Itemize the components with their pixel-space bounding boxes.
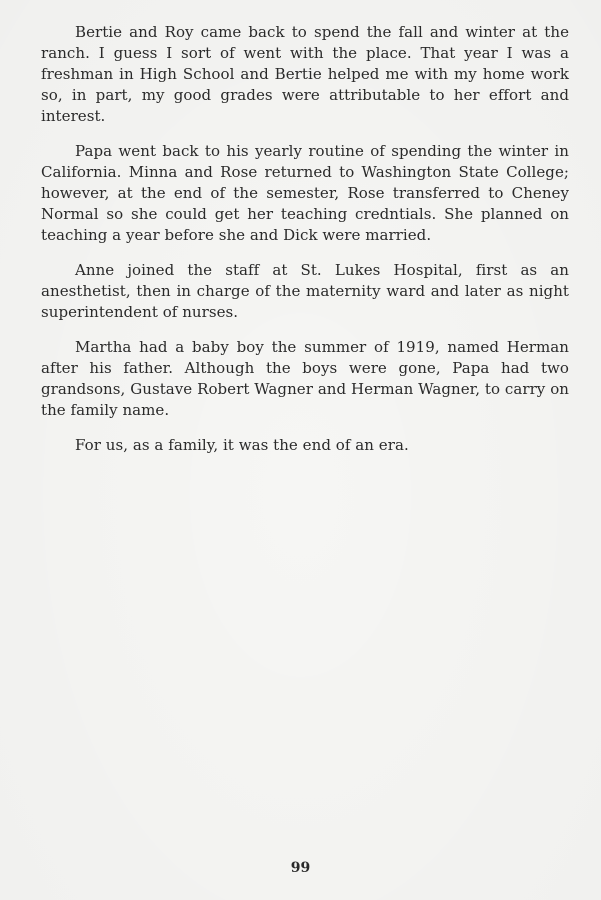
paragraph: Anne joined the staff at St. Lukes Hospital, first as an anesthetist, then in charge of the maternity ward and later as night superintendent of nurses. bbox=[41, 261, 569, 321]
body-text bbox=[41, 22, 569, 470]
paragraph: Bertie and Roy came back to spend the fall and winter at the ranch. I guess I sort of went with the place. That year I was a freshman in High School and Bertie helped me with my home work so, in part, my good grades were attributable to her effort and interest. bbox=[41, 23, 569, 125]
paragraph: For us, as a family, it was the end of an era. bbox=[75, 436, 409, 454]
paragraph: Martha had a baby boy the summer of 1919, named Herman after his father. Although the boys were gone, Papa had two grandsons, Gustave Robert Wagner and Herman Wagner, to carry on the family name. bbox=[41, 338, 569, 419]
page-number: 99 bbox=[290, 860, 311, 876]
paragraph: Papa went back to his yearly routine of spending the winter in California. Minna and Rose returned to Washington State College; however, at the end of the semester, Rose transferred to Cheney Normal so she could get her teaching credntials. She planned on teaching a year before she and Dick were married. bbox=[41, 142, 569, 244]
